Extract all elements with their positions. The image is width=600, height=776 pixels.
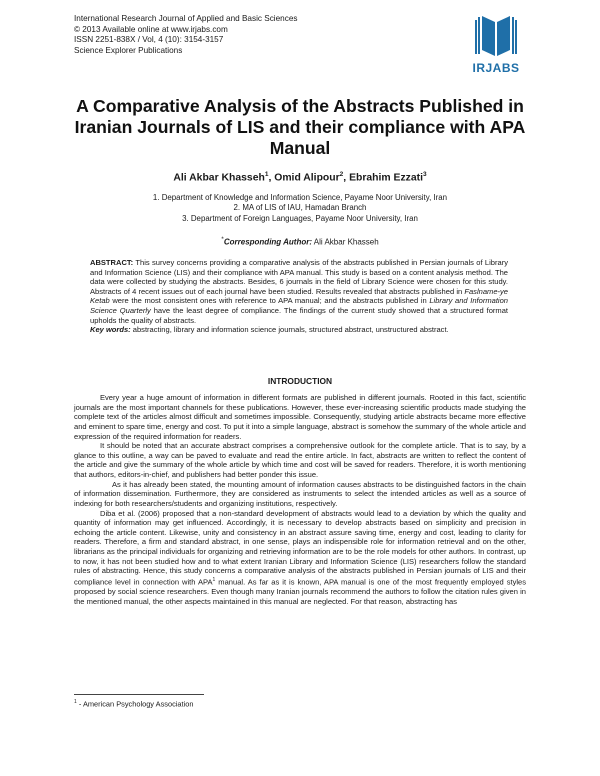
affiliation-item: 3. Department of Foreign Languages, Payame Noor University, Iran (182, 213, 418, 223)
affiliation-item: 2. MA of LIS of IAU, Hamadan Branch (233, 203, 367, 213)
author-list: Ali Akbar Khasseh$^1$, Omid Alipour$^2$, Ebrahim Ezzati$^3$ (173, 171, 427, 184)
irjabs-logo (465, 14, 527, 75)
footnote-ref[interactable]: 1 (212, 576, 216, 583)
introduction-body (74, 393, 526, 606)
abstract-label: ABSTRACT: (90, 258, 134, 267)
corresponding-author: *Corresponding Author: Ali Akbar Khasseh (221, 236, 379, 247)
journal-info (74, 14, 297, 56)
paragraph: Diba et al. (2006) proposed that a non-standard development of abstracts would lead to a deviation by which the quality and quantity of information may get influenced. Accordingly, it is necessary to develop abstracts based on simplicity and precision in echoing the article content. Likewise, unity and consistency in an abstract assure saving time, energy and cost, leading to clarity for readers. Therefore, a firm and standard abstract, in one sense, plays an indispensible role for information retrieval and on the other, librarians as the principal individuals for organizing and retrieving information are to be the role models for other authors. In contrast, up to now, it has not been studied how and to what extent Iranian Library and Information Science (LIS) researchers follow the standard rules of abstracting. Hence, this study concerns a comparative analysis of the abstracts published in Persian journals of LIS and their compliance level in connection with APA$^1$ manual. As far as it is known, APA manual is one of the most frequently employed styles proposed by social science researchers. Even though many Iranian journals recommend the authors to follow the citation rules given in the mentioned manual, the other aspects maintained in this manual are neglected. For that reason, abstracting has (74, 508, 526, 606)
journal-publisher: Science Explorer Publications (74, 45, 183, 55)
paragraph: Every year a huge amount of information in different formats are published in different journals. Rooted in this fact, scientific journals are the most important channels for these publications. However, these ever-increasing scientific products made studying the complete text of the articles almost difficult and sometimes impossible. Consequently, studying article abstracts became more effective and eminent to spare time, energy and cost. To put it into a simple language, abstract is somehow the summary of the whole article and expression of the required information for readers. (74, 393, 526, 441)
journal-name: International Research Journal of Applied and Basic Sciences (74, 14, 298, 23)
author-name: Omid Alipour (274, 172, 340, 184)
author-affil-marker: 2 (339, 171, 344, 178)
author-name: Ali Akbar Khasseh (173, 172, 265, 184)
paper-title: A Comparative Analysis of the Abstracts Published in Iranian Journals of LIS and their compliance with APA Manual (74, 96, 526, 158)
author-affil-marker: 3 (422, 171, 427, 178)
abstract-block: ABSTRACT: This survey concerns providing a comparative analysis of the abstracts published in Persian journals of Library and Information Science (LIS) and their compliance with APA manual. This study is based on a content analysis method. The data were collected by studying the abstracts. Besides, 6 journals in the field of Library Science were chosen for this study. Abstracts of 4 recent issues out of each journal have been studied. Results revealed that abstracts published in Faslname-ye Ketab were the most consistent ones with reference to APA manual; and the abstracts published in Library and Information Science Quarterly have the least degree of compliance. The findings of the current study showed that a structured format upholds the quality of abstracts. Key words: abstracting, library and information science journals, structured abstract, unstructured abstract. (90, 258, 508, 335)
journal-copyright: © 2013 Available online at www.irjabs.com (74, 24, 228, 34)
keywords-label: Key words: (90, 325, 131, 335)
footnote-divider (74, 694, 204, 695)
corresponding-name: Ali Akbar Khasseh (312, 237, 379, 247)
affiliations (60, 193, 540, 224)
paragraph: It should be noted that an accurate abstract comprises a comprehensive outlook for the complete article. That is to say, by a glance to this outline, a way can be paved to evaluate and read the entire article. In fact, abstracts are written to reflect the content of the article and give the summary of the whole article by which time and cost will be saved for readers. Therefore, it is worth mentioning that authors, editors-in-chief, and publishers had better ponder this issue. (74, 441, 526, 479)
author-name: Ebrahim Ezzati (349, 172, 423, 184)
open-book-icon (473, 14, 519, 60)
journal-issn: ISSN 2251-838X / Vol, 4 (10): 3154-3157 (74, 35, 224, 45)
logo-text: IRJABS (472, 61, 520, 75)
author-affil-marker: 1 (264, 171, 269, 178)
footnote: $^1$ - American Psychology Association (74, 699, 194, 709)
paragraph: As it has already been stated, the mounting amount of information causes abstracts to be distinguished factors in the chain of information dissemination. Furthermore, they are considered as instruments to select the intended articles as well as a source of indexing for both researchers/students and organizing institutions, respectively. (74, 479, 526, 508)
section-heading: INTRODUCTION (267, 376, 333, 386)
affiliation-item: 1. Department of Knowledge and Information Science, Payame Noor University, Iran (152, 193, 448, 202)
keywords: Key words: abstracting, library and information science journals, structured abstract, unstructured abstract. (90, 325, 449, 335)
corresponding-label: Corresponding Author: (223, 237, 312, 247)
